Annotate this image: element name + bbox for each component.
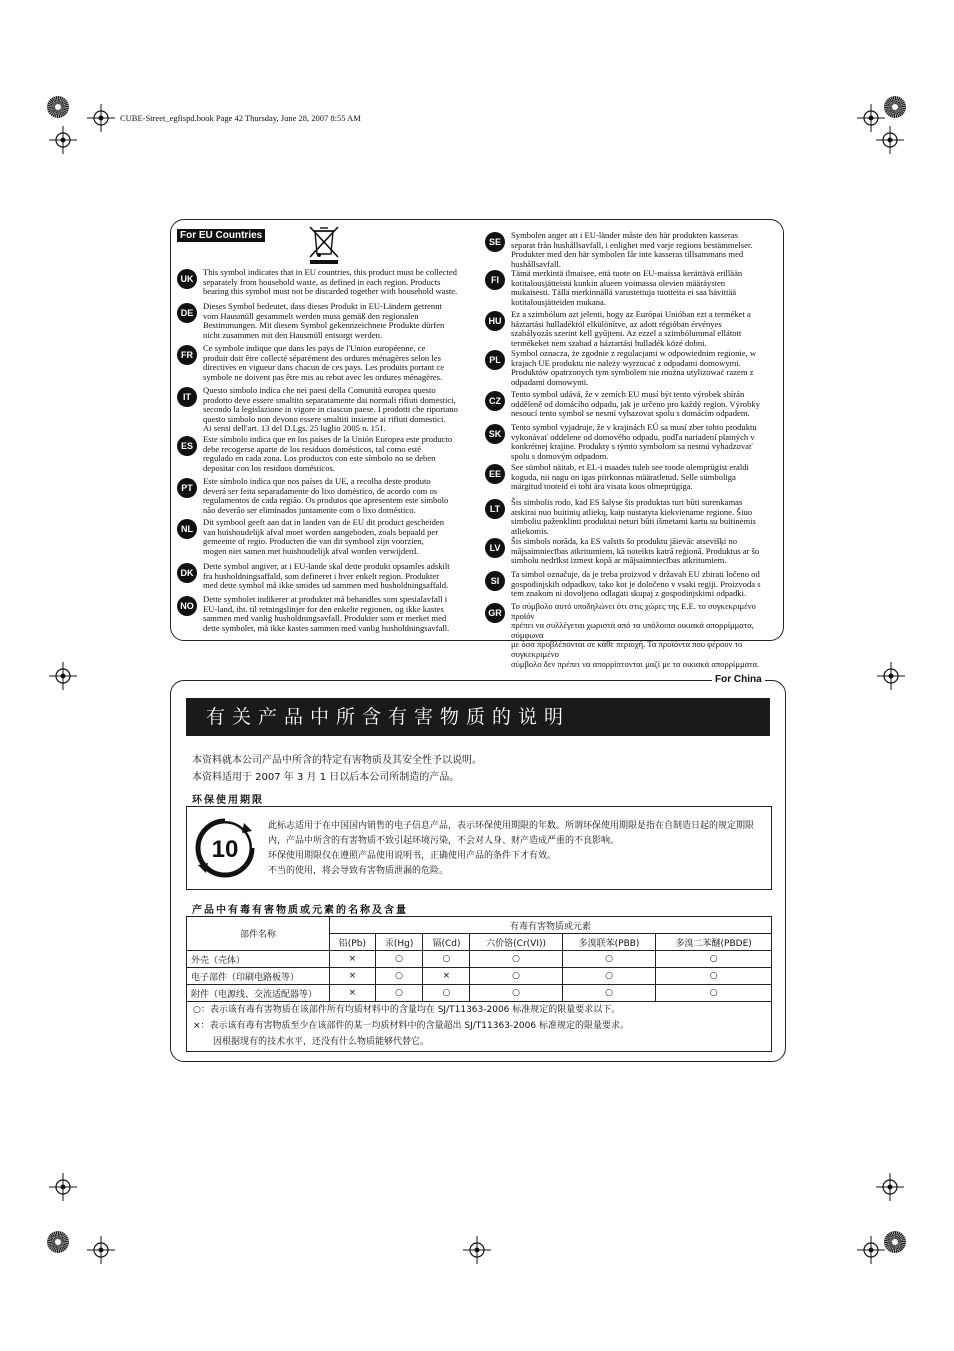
- eu-notice-ee: [485, 463, 777, 492]
- country-code-badge: FI: [485, 270, 505, 290]
- eu-notice-hu: [485, 310, 777, 348]
- substance-status-cell: ○: [562, 985, 656, 1002]
- notice-text: Tento symbol udává, že v zemích EU musí být tento výrobek sbírán odděleně od domácího odpadu, jak je určeno pro každý region. Výrobky nesoucí tento symbol se nesmí vyhazovat spolu s domácím odpadem.: [511, 389, 760, 419]
- substance-column-header: 多溴二苯醚(PBDE): [656, 934, 772, 951]
- substance-column-header: 六价铬(Cr(VI)): [470, 934, 562, 951]
- country-code-badge: FR: [177, 345, 197, 365]
- part-name-cell: 电子部件（印刷电路板等）: [187, 968, 330, 985]
- country-code-badge: LT: [485, 499, 505, 519]
- eu-notice-es: [177, 435, 477, 473]
- note-circle: ○：表示该有毒有害物质在该部件所有均质材料中的含量均在 SJ/T11363-2006 标准规定的限量要求以下。: [193, 1005, 621, 1015]
- table-notes: [186, 1000, 772, 1052]
- table-row: [187, 985, 772, 1002]
- substance-column-header: 汞(Hg): [375, 934, 423, 951]
- table-row: [187, 951, 772, 968]
- crop-registration-mark-icon: [49, 126, 77, 154]
- eu-notice-sk: [485, 423, 777, 461]
- country-code-badge: HU: [485, 311, 505, 331]
- country-code-badge: SK: [485, 424, 505, 444]
- crop-registration-mark-icon: [876, 1173, 904, 1201]
- country-code-badge: DE: [177, 303, 197, 323]
- substance-status-cell: ○: [656, 968, 772, 985]
- notice-text: Tämä merkintä ilmaisee, että tuote on EU-maissa kerättävä erillään kotitalousjätteistä kunkin alueen voimassa olevien määräysten mukaisesti. Tällä merkinnällä varustettuja tuotteita ei saa hävittää kotitalousjätteiden mukana.: [511, 268, 743, 307]
- substance-status-cell: ○: [423, 951, 470, 968]
- country-code-badge: IT: [177, 387, 197, 407]
- printer-rosette-icon: [47, 1231, 69, 1253]
- eu-notice-cz: [485, 390, 777, 419]
- country-code-badge: LV: [485, 538, 505, 558]
- country-code-badge: PL: [485, 350, 505, 370]
- substance-status-cell: ○: [470, 968, 562, 985]
- notice-text: Ta simbol označuje, da je treba proizvod v državah EU zbirati ločeno od gospodinjskih odpadkov, tako kot je določeno v vsaki regiji. Proizvoda s tem znakom ni dovoljeno odlagati skupaj z gospodinjskimi odpadki.: [511, 569, 761, 599]
- china-intro-line-1: 本资料就本公司产品中所含的特定有害物质及其安全性予以说明。: [192, 755, 482, 766]
- substance-status-cell: ○: [470, 951, 562, 968]
- country-code-badge: UK: [177, 269, 197, 289]
- country-code-badge: DK: [177, 563, 197, 583]
- notice-text: Dette symbolet indikerer at produktet må behandles som spesialavfall i EU-land, iht. til retningslinjer for den enkelte regionen, og ikke kastes sammen med vanlig husholdningsavfall. Produkter som er merket med dette symbolet, må ikke kastes sammen med vanlig husholdningsavfall.: [203, 594, 450, 633]
- hazard-table-title: 产品中有毒有害物质或元素的名称及含量: [192, 905, 408, 916]
- substance-status-cell: ×: [330, 985, 376, 1002]
- notice-text: Šis simbols norāda, ka ES valstīs šo produktu jāievāc atsevišķi no mājsaimniecības atkritumiem, kā noteikts katrā reģionā. Produktus ar šo simbolu nedrīkst izmest kopā ar mājsaimniecības atkritumiem.: [511, 536, 760, 566]
- substances-group-header: 有毒有害物质或元素: [330, 917, 772, 934]
- note-reason: 因根据现有的技术水平，还没有什么物质能够代替它。: [213, 1037, 430, 1047]
- eu-notice-pt: [177, 477, 477, 515]
- china-intro-line-2: 本资料适用于 2007 年 3 月 1 日以后本公司所制造的产品。: [192, 772, 460, 783]
- substance-status-cell: ×: [330, 951, 376, 968]
- table-row: [187, 968, 772, 985]
- note-cross: ×：表示该有毒有害物质至少在该部件的某一均质材料中的含量超出 SJ/T11363-2006 标准规定的限量要求。: [193, 1021, 629, 1031]
- country-code-badge: NL: [177, 519, 197, 539]
- notice-text: Questo simbolo indica che nei paesi della Comunità europea questo prodotto deve essere smaltito separatamente dai normali rifiuti domestici, secondo la legislazione in vigore in ciascun paese. I prodotti che riportano questo simbolo non devono essere smaltiti insieme ai rifiuti domestici. Ai sensi dell'art. 13 del D.Lgs. 25 luglio 2005 n. 151.: [203, 385, 458, 434]
- crop-registration-mark-icon: [857, 1236, 885, 1264]
- epup-logo-number: 10: [211, 836, 239, 863]
- eu-countries-label: For EU Countries: [177, 229, 265, 242]
- epup-10-logo-icon: [194, 817, 256, 879]
- substance-status-cell: ○: [562, 951, 656, 968]
- eu-notice-nl: [177, 518, 477, 556]
- notice-text: Este símbolo indica que en los países de la Unión Europea este producto debe recogerse aparte de los residuos domésticos, tal como esté regulado en cada zona. Los productos con este símbolo no se deben depositar con los residuos domésticos.: [203, 434, 453, 473]
- for-china-label: For China: [712, 674, 765, 685]
- notice-text: See sümbol näitab, et EL-i maades tuleb see toode olemprügist eraldi koguda, nii nagu on igas piirkonnas määratletud. Selle sümboliga märgitud tooteid ei tohi ära visata koos olmeprügiga.: [511, 462, 749, 492]
- substance-column-header: 铅(Pb): [330, 934, 376, 951]
- eu-notice-it: [177, 386, 477, 434]
- notice-text: Dieses Symbol bedeutet, dass dieses Produkt in EU-Ländern getrennt vom Hausmüll gesammelt werden muss gemäß den regionalen Bestimmungen. Mit diesem Symbol gekennzeichnete Produkte dürfen nicht zusammen mit den Hausmüll entsorgt werden.: [203, 301, 445, 340]
- eu-notice-dk: [177, 562, 477, 591]
- eu-notice-lt: [485, 498, 777, 536]
- crop-registration-mark-icon: [49, 1173, 77, 1201]
- china-banner-title: 有关产品中所含有害物质的说明: [186, 698, 770, 736]
- eu-notice-gr: [485, 602, 777, 669]
- substance-status-cell: ○: [375, 968, 423, 985]
- crossed-out-wheelie-bin-icon: [307, 224, 341, 264]
- substance-column-header: 镉(Cd): [423, 934, 470, 951]
- crop-registration-mark-icon: [876, 126, 904, 154]
- eu-notice-se: [485, 231, 777, 269]
- notice-text: Dit symbool geeft aan dat in landen van de EU dit product gescheiden van huishoudelijk afval moet worden aangeboden, zoals bepaald per gemeente of regio. Producten die van dit symbool zijn voorzien, mogen niet samen met huishoudelijk afval worden verwijderd.: [203, 517, 445, 556]
- crop-registration-mark-icon: [877, 662, 905, 690]
- substance-status-cell: ○: [375, 951, 423, 968]
- notice-text: Dette symbol angiver, at i EU-lande skal dette produkt opsamles adskilt fra husholdningsaffald, som defineret i hver enkelt region. Produkter med dette symbol må ikke smides ud sammen med husholdningsaffald.: [203, 561, 450, 591]
- notice-text: Šis simbolis rodo, kad ES šalyse šis produktas turi būti surenkamas atskirai nuo buitinių atliekų, kaip nustatyta kiekviename regione. Šiuo simboliu paženklinti produktai neturi būti išmetami kartu su buitinėmis atliekomis.: [511, 497, 756, 536]
- crop-registration-mark-icon: [87, 1236, 115, 1264]
- country-code-badge: ES: [177, 436, 197, 456]
- substance-column-header: 多溴联苯(PBB): [562, 934, 656, 951]
- country-code-badge: NO: [177, 596, 197, 616]
- country-code-badge: SI: [485, 571, 505, 591]
- notice-text: Ce symbole indique que dans les pays de l'Union européenne, ce produit doit être collecté séparément des ordures ménagères selon les directives en vigueur dans chacun de ces pays. Les produits portant ce symbole ne doivent pas être mis au rebut avec les ordures ménagères.: [203, 343, 445, 382]
- printer-rosette-icon: [47, 96, 69, 118]
- notice-text: Symbol oznacza, że zgodnie z regulacjami w odpowiednim regionie, w krajach UE produktu nie należy wyrzucać z odpadami domowymi. Produktów opatrzonych tym symbolem nie można utylizować razem z odpadami domowymi.: [511, 348, 757, 387]
- substance-status-cell: ○: [562, 968, 656, 985]
- eu-notice-fi: [485, 269, 777, 307]
- notice-text: Este símbolo indica que nos países da UE, a recolha deste produto deverá ser feita separadamente do lixo doméstico, de acordo com os regulamentos de cada região. Os produtos que apresentem este símbolo não deverão ser eliminados juntamente com o lixo doméstico.: [203, 476, 449, 515]
- eu-notice-de: [177, 302, 477, 340]
- eu-notice-uk: [177, 268, 477, 297]
- substance-status-cell: ○: [423, 985, 470, 1002]
- eu-notice-pl: [485, 349, 777, 387]
- substance-status-cell: ○: [375, 985, 423, 1002]
- notice-text: This symbol indicates that in EU countries, this product must be collected separately from household waste, as defined in each region. Products bearing this symbol must not be discarded together with household waste.: [203, 267, 458, 297]
- printer-rosette-icon: [884, 96, 906, 118]
- country-code-badge: PT: [177, 478, 197, 498]
- notice-text: Το σύμβολο αυτό υποδηλώνει ότι στις χώρες της Ε.Ε. το συγκεκριμένο προϊόν πρέπει να συλλέγεται χωριστά από τα υπόλοιπα οικιακά απορρίμματα, σύμφωνα με όσα προβλέπονται σε κάθε περιοχή. Τα προϊόντα που φέρουν το συγκεκριμένο σύμβολο δεν πρέπει να απορρίπτονται μαζί με τα οικιακά απορρίμματα.: [511, 601, 760, 669]
- printer-rosette-icon: [884, 1231, 906, 1253]
- notice-text: Tento symbol vyjadruje, že v krajinách EÚ sa musí zber tohto produktu vykonávať oddelene od domového odpadu, podľa nariadení platných v konkrétnej krajine. Produkty s týmto symbolom sa nesmú vyhadzovať spolu s domovým odpadom.: [511, 422, 757, 461]
- country-code-badge: EE: [485, 464, 505, 484]
- epup-section-title: 环保使用期限: [192, 795, 264, 806]
- substance-status-cell: ○: [656, 951, 772, 968]
- substance-status-cell: ×: [423, 968, 470, 985]
- eu-notice-si: [485, 570, 777, 599]
- eu-notice-fr: [177, 344, 477, 382]
- crop-registration-mark-icon: [87, 104, 115, 132]
- country-code-badge: CZ: [485, 391, 505, 411]
- country-code-badge: GR: [485, 603, 505, 623]
- crop-registration-mark-icon: [49, 662, 77, 690]
- part-name-header: 部件名称: [187, 917, 330, 951]
- crop-registration-mark-icon: [463, 1236, 491, 1264]
- hazardous-substances-table: [186, 916, 772, 1002]
- country-code-badge: SE: [485, 232, 505, 252]
- eu-notice-no: [177, 595, 477, 633]
- substance-status-cell: ○: [470, 985, 562, 1002]
- substance-status-cell: ×: [330, 968, 376, 985]
- part-name-cell: 附件（电源线、交流适配器等）: [187, 985, 330, 1002]
- page-header: CUBE-Street_egfispd.book Page 42 Thursday, June 28, 2007 8:55 AM: [120, 113, 361, 123]
- substance-status-cell: ○: [656, 985, 772, 1002]
- notice-text: Ez a szimbólum azt jelenti, hogy az Európai Unióban ezt a terméket a háztartási hulladéktól elkülönítve, az adott régióban érvényes szabályozás szerint kell gyűjteni. Az ezzel a szimbólummal ellátott termékeket nem szabad a háztartási hulladék közé dobni.: [511, 309, 751, 348]
- notice-text: Symbolen anger att i EU-länder måste den här produkten kasseras separat från hushållsavfall, i enlighet med varje regions bestämmelser. Produkter med den här symbolen får inte kasseras tillsammans med hushållsavfall.: [511, 230, 753, 269]
- eu-notice-lv: [485, 537, 777, 566]
- epup-description: 此标志适用于在中国国内销售的电子信息产品，表示环保使用期限的年数。所谓环保使用期限是指在自制造日起的规定期限内，产品中所含的有害物质不致引起环境污染，不会对人身、财产造成严重的不良影响。 环保使用期限仅在遵照产品使用说明书，正确使用产品的条件下才有效。 不当的使用，将会导致有害物质泄漏的危险。: [268, 821, 755, 876]
- part-name-cell: 外壳（壳体）: [187, 951, 330, 968]
